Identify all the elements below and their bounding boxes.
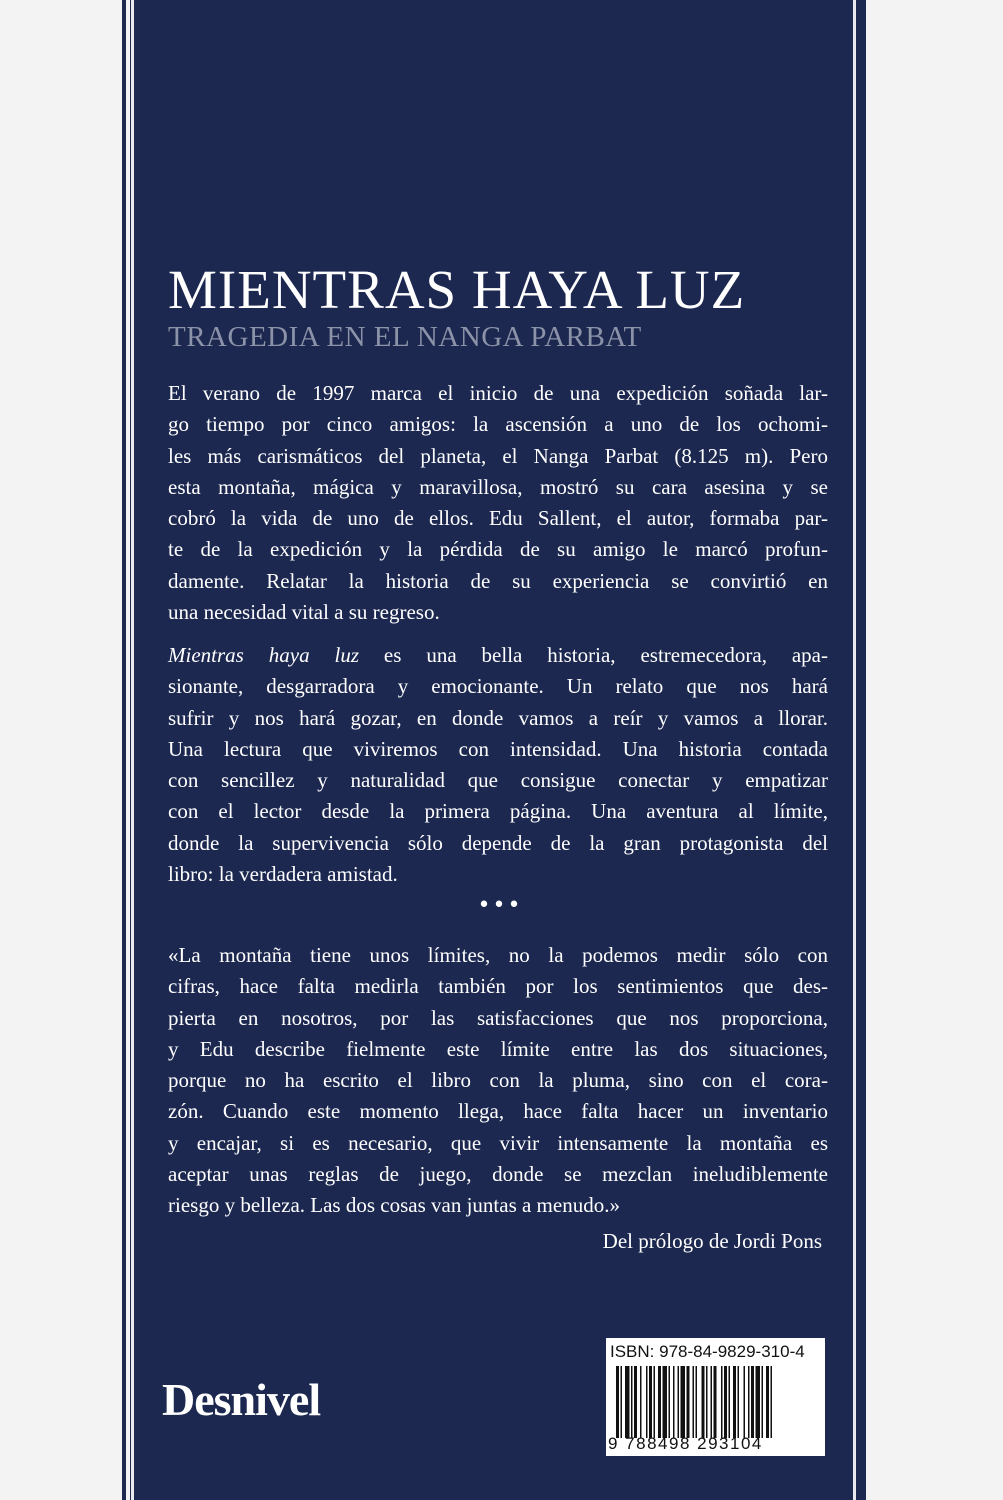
text-line: una necesidad vital a su regreso. <box>168 600 440 625</box>
text-line: donde la supervivencia sólo depende de la gran protagonista del <box>168 830 828 855</box>
barcode-bar <box>762 1366 764 1438</box>
isbn-barcode <box>606 1338 825 1456</box>
barcode-bar <box>625 1366 630 1438</box>
barcode-bar <box>669 1366 671 1438</box>
text-line: go tiempo por cinco amigos: la ascensión a uno de los ochomi- <box>168 412 828 437</box>
text-line: damente. Relatar la historia de su experiencia se convirtió en <box>168 568 828 593</box>
text-line: con sencillez y naturalidad que consigue conectar y empatizar <box>168 768 828 793</box>
barcode-bar <box>714 1366 717 1438</box>
barcode-bar <box>631 1366 633 1438</box>
barcode-bar <box>658 1366 661 1438</box>
barcode-bar <box>733 1366 736 1438</box>
text-line: te de la expedición y la pérdida de su amigo le marcó profun- <box>168 537 828 562</box>
publisher-logo: Desnivel <box>162 1374 321 1425</box>
barcode-bar <box>771 1366 773 1438</box>
book-title: MIENTRAS HAYA LUZ <box>168 259 746 320</box>
barcode-bar <box>729 1366 731 1438</box>
barcode-bar <box>756 1366 761 1438</box>
quote-attribution: Del prólogo de Jordi Pons <box>602 1229 822 1253</box>
barcode-bar <box>724 1366 727 1438</box>
frame-line <box>853 0 856 1500</box>
barcode-bar <box>748 1366 750 1438</box>
barcode-bar <box>654 1366 656 1438</box>
text-line: aceptar unas reglas de juego, donde se mezclan ineludiblemente <box>168 1162 828 1187</box>
barcode-number: 9 788498 293104 <box>608 1434 763 1453</box>
synopsis-paragraph <box>168 378 828 628</box>
section-separator: ••• <box>477 893 523 918</box>
barcode-bar <box>673 1366 675 1438</box>
barcode-bar <box>721 1366 723 1438</box>
barcode-bar <box>687 1366 690 1438</box>
barcode-bar <box>738 1366 740 1438</box>
barcode-bar <box>616 1366 619 1438</box>
text-line: porque no ha escrito el libro con la pluma, sino con el cora- <box>168 1068 828 1093</box>
text-line: cobró la vida de uno de ellos. Edu Sallent, el autor, formaba par- <box>168 506 828 531</box>
barcode-bar <box>693 1366 695 1438</box>
text-fragment: es una bella historia, estremecedora, apa- <box>359 643 828 667</box>
text-line: Una lectura que viviremos con intensidad. Una historia contada <box>168 736 828 761</box>
text-line: y Edu describe fielmente este límite entre las dos situaciones, <box>168 1036 828 1061</box>
text-line: les más carismáticos del planeta, el Nanga Parbat (8.125 m). Pero <box>168 443 828 468</box>
barcode-bar <box>621 1366 623 1438</box>
text-line <box>168 640 828 671</box>
barcode-bar <box>706 1366 708 1438</box>
text-line: sionante, desgarradora y emocionante. Un relato que nos hará <box>168 674 828 699</box>
frame-line <box>862 0 866 1500</box>
book-subtitle: TRAGEDIA EN EL NANGA PARBAT <box>168 321 642 353</box>
barcode-bars <box>616 1366 816 1438</box>
description-paragraph <box>168 640 828 890</box>
barcode-bar <box>702 1366 705 1438</box>
text-line: y encajar, si es necesario, que vivir intensamente la montaña es <box>168 1130 828 1155</box>
barcode-bar <box>646 1366 648 1438</box>
barcode-bar <box>766 1366 769 1438</box>
barcode-bar <box>634 1366 637 1438</box>
text-line: zón. Cuando este momento llega, hace falta hacer un inventario <box>168 1099 828 1124</box>
isbn-label: ISBN: 978-84-9829-310-4 <box>610 1342 805 1361</box>
text-line: cifras, hace falta medirla también por los sentimientos que des- <box>168 974 828 999</box>
text-line: El verano de 1997 marca el inicio de una expedición soñada lar- <box>168 381 828 405</box>
text-line: pierta en nosotros, por las satisfacciones que nos proporciona, <box>168 1005 828 1030</box>
text-line: «La montaña tiene unos límites, no la podemos medir sólo con <box>168 943 828 967</box>
barcode-bar <box>751 1366 754 1438</box>
barcode-bar <box>711 1366 713 1438</box>
frame-line <box>131 0 134 1500</box>
text-line: con el lector desde la primera página. Una aventura al límite, <box>168 799 828 824</box>
text-line: sufrir y nos hará gozar, en donde vamos a reír y vamos a llorar. <box>168 705 828 730</box>
barcode-bar <box>678 1366 680 1438</box>
italic-book-title: Mientras haya luz <box>168 643 359 667</box>
text-line: libro: la verdadera amistad. <box>168 862 398 887</box>
barcode-bar <box>663 1366 668 1438</box>
barcode-bar <box>649 1366 652 1438</box>
text-line: riesgo y belleza. Las dos cosas van juntas a menudo.» <box>168 1193 620 1218</box>
text-line: esta montaña, mágica y maravillosa, mostró su cara asesina y se <box>168 474 828 499</box>
barcode-bar <box>744 1366 746 1438</box>
barcode-bar <box>681 1366 686 1438</box>
barcode-bar <box>640 1366 642 1438</box>
prologue-quote <box>168 940 828 1222</box>
frame-line <box>122 0 126 1500</box>
barcode-bar <box>696 1366 698 1438</box>
